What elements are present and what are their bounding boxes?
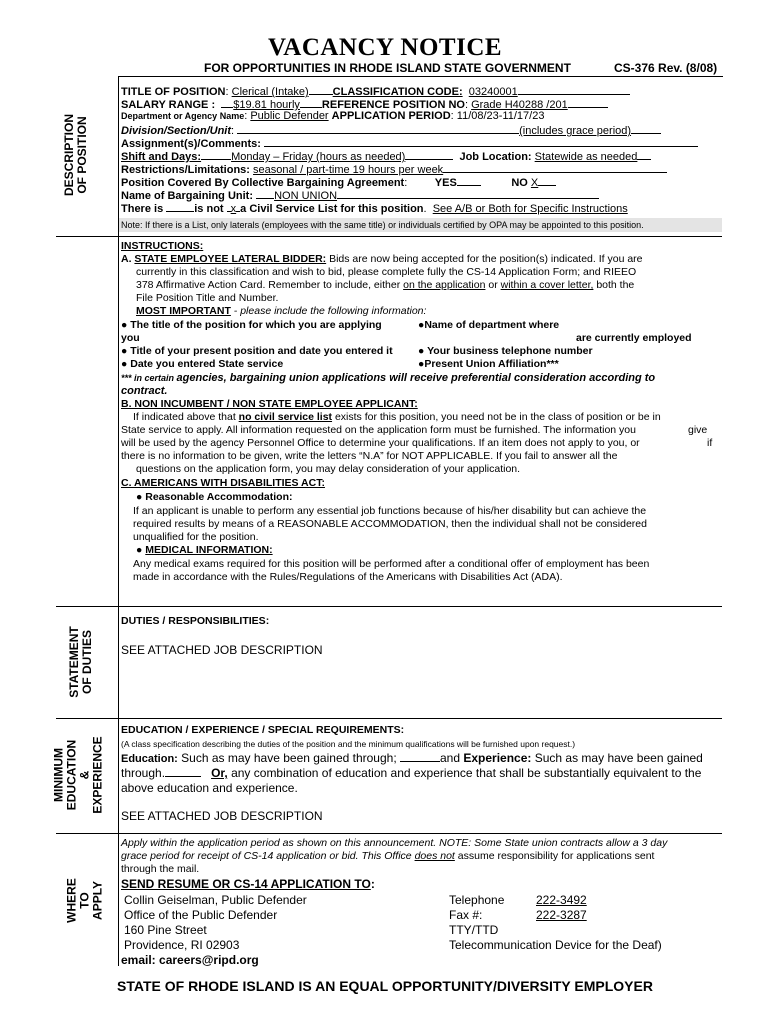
- instruction-c-line: unqualified for the position.: [133, 531, 259, 543]
- shift-row: Shift and Days: Monday – Friday (hours as needed) Job Location: Statewide as needed: [121, 149, 651, 164]
- bargaining-row: Position Covered By Collective Bargaining Agreement: YES NO X: [121, 175, 556, 190]
- education-attached: SEE ATTACHED JOB DESCRIPTION: [121, 809, 323, 823]
- instruction-c-line: made in accordance with the Rules/Regulations of the Americans with Disabilities Act (ADA).: [133, 571, 563, 583]
- info-bullet: ●Name of department where: [418, 319, 560, 331]
- tty-description: Telecommunication Device for the Deaf): [449, 938, 662, 952]
- side-label-education: MINIMUM EDUCATION & EXPERIENCE: [52, 736, 105, 814]
- instruction-c-line: required results by means of a REASONABLE ACCOMMODATION, then the individual shall not be considered: [133, 518, 647, 530]
- instruction-c-line: Any medical exams required for this position will be performed after a conditional offer of employment has been: [133, 558, 650, 570]
- footer-eeo-statement: STATE OF RHODE ISLAND IS AN EQUAL OPPORTUNITY/DIVERSITY EMPLOYER: [117, 978, 653, 994]
- apply-line: through the mail.: [121, 863, 200, 875]
- section-divider: [56, 833, 722, 834]
- instruction-b-line: there is no information to be given, write the letters “N.A” for NOT APPLICABLE. If you fail to answer all the: [121, 450, 618, 462]
- instruction-c-line: If an applicant is unable to perform any essential job functions because of his/her disability but can achieve the: [133, 505, 647, 517]
- telephone-label: Telephone: [449, 893, 505, 907]
- apply-line: Apply within the application period as shown on this announcement. NOTE: Some State union contracts allow a 3 day: [121, 837, 668, 849]
- fax-value: 222-3287: [536, 908, 587, 922]
- instruction-a-line: 378 Affirmative Action Card. Remember to include, either on the application or within a cover letter, both the: [136, 279, 635, 291]
- instruction-a-line: currently in this classification and wish to bid, please complete fully the CS-14 Application Form; and RIEEO: [136, 266, 637, 278]
- education-line: through. Or, any combination of education and experience that shall be substantially equivalent to the: [121, 766, 702, 780]
- side-label-duties: STATEMENT OF DUTIES: [67, 626, 94, 698]
- list-note: Note: If there is a List, only laterals (employees with the same title) or individuals certified by OPA may be appointed to this position.: [119, 218, 722, 232]
- info-bullet: ● The title of the position for which you are applying: [121, 319, 382, 331]
- info-bullet: ● Date you entered State service: [121, 358, 284, 370]
- telephone-value: 222-3492: [536, 893, 587, 907]
- side-label-apply: WHERE TO APPLY: [64, 877, 105, 923]
- tty-label: TTY/TTD: [449, 923, 499, 937]
- page-subtitle: FOR OPPORTUNITIES IN RHODE ISLAND STATE GOVERNMENT: [204, 61, 571, 75]
- medical-information-heading: ● MEDICAL INFORMATION:: [136, 544, 273, 556]
- instruction-b-line: If indicated above that no civil service list exists for this position, you need not be in the class of position or be in: [133, 411, 661, 423]
- instruction-b-line: if: [707, 437, 713, 449]
- reasonable-accommodation-heading: ● Reasonable Accommodation:: [136, 491, 293, 503]
- email-address[interactable]: email: careers@ripd.org: [121, 953, 259, 967]
- education-note: (A class specification describing the duties of the position and the minimum qualifications will be furnished upon request.): [121, 739, 576, 749]
- section-divider: [56, 718, 722, 719]
- info-bullet: ●Present Union Affiliation***: [418, 358, 559, 370]
- section-divider: [56, 236, 722, 237]
- assignment-row: Assignment(s)/Comments:: [121, 136, 698, 151]
- instruction-a-line: A. STATE EMPLOYEE LATERAL BIDDER: Bids are now being accepted for the position(s) indicated. If you are: [121, 253, 643, 265]
- info-bullet: are currently employed: [576, 332, 692, 344]
- instruction-c-heading: C. AMERICANS WITH DISABILITIES ACT:: [121, 477, 325, 489]
- title-of-position-row: TITLE OF POSITION: Clerical (Intake) CLASSIFICATION CODE: 03240001: [121, 84, 630, 99]
- education-line: above education and experience.: [121, 781, 298, 795]
- instruction-b-line: give: [688, 424, 708, 436]
- instruction-a-line: File Position Title and Number.: [136, 292, 279, 304]
- info-bullet: you: [121, 332, 140, 344]
- most-important-line: MOST IMPORTANT - please include the following information:: [136, 305, 427, 317]
- education-line: Education: Such as may have been gained through; and Experience: Such as may have been gained: [121, 751, 703, 765]
- street-address: 160 Pine Street: [124, 923, 207, 937]
- send-heading: SEND RESUME OR CS-14 APPLICATION TO:: [121, 877, 375, 891]
- info-bullet: ● Title of your present position and date you entered it: [121, 345, 393, 357]
- salary-row: SALARY RANGE : $19.81 hourly REFERENCE POSITION NO: Grade H40288 /201: [121, 97, 608, 112]
- civil-service-list-row: There is is not x a Civil Service List for this position. See A/B or Both for Specific Instructions: [121, 203, 628, 215]
- fax-label: Fax #:: [449, 908, 483, 922]
- instruction-b-heading: B. NON INCUMBENT / NON STATE EMPLOYEE APPLICANT:: [121, 398, 418, 410]
- header-rule: [118, 76, 723, 77]
- contact-name: Collin Geiselman, Public Defender: [124, 893, 307, 907]
- section-divider: [56, 606, 722, 607]
- education-heading: EDUCATION / EXPERIENCE / SPECIAL REQUIREMENTS:: [121, 724, 405, 736]
- instruction-b-line: questions on the application form, you may delay consideration of your application.: [136, 463, 521, 475]
- department-row: Department or Agency Name: Public Defender APPLICATION PERIOD: 11/08/23-11/17/23: [121, 110, 545, 122]
- duties-text: SEE ATTACHED JOB DESCRIPTION: [121, 643, 323, 657]
- instructions-heading: INSTRUCTIONS:: [121, 240, 204, 252]
- info-bullet: ● Your business telephone number: [418, 345, 593, 357]
- apply-line: grace period for receipt of CS-14 application or bid. This Office does not assume responsibility for applications sent: [121, 850, 655, 862]
- duties-heading: DUTIES / RESPONSIBILITIES:: [121, 615, 270, 627]
- form-number: CS-376 Rev. (8/08): [614, 61, 718, 75]
- office-name: Office of the Public Defender: [124, 908, 278, 922]
- instruction-b-line: State service to apply. All information requested on the application form must be furnished. The information you: [121, 424, 636, 436]
- footnote-line: *** in certain agencies, bargaining union applications will receive preferential consideration according to: [121, 372, 656, 384]
- division-row: Division/Section/Unit: (includes grace period): [121, 123, 661, 138]
- instruction-b-line: will be used by the agency Personnel Office to determine your qualifications. If an item does not apply to you, or: [121, 437, 640, 449]
- footnote-line: contract.: [121, 385, 168, 397]
- bargaining-unit-row: Name of Bargaining Unit: NON UNION: [121, 188, 599, 203]
- page-title: VACANCY NOTICE: [267, 34, 503, 61]
- city-address: Providence, RI 02903: [124, 938, 240, 952]
- side-label-description: DESCRIPTION OF POSITION: [62, 113, 90, 197]
- restrictions-row: Restrictions/Limitations: seasonal / part-time 19 hours per week: [121, 162, 667, 177]
